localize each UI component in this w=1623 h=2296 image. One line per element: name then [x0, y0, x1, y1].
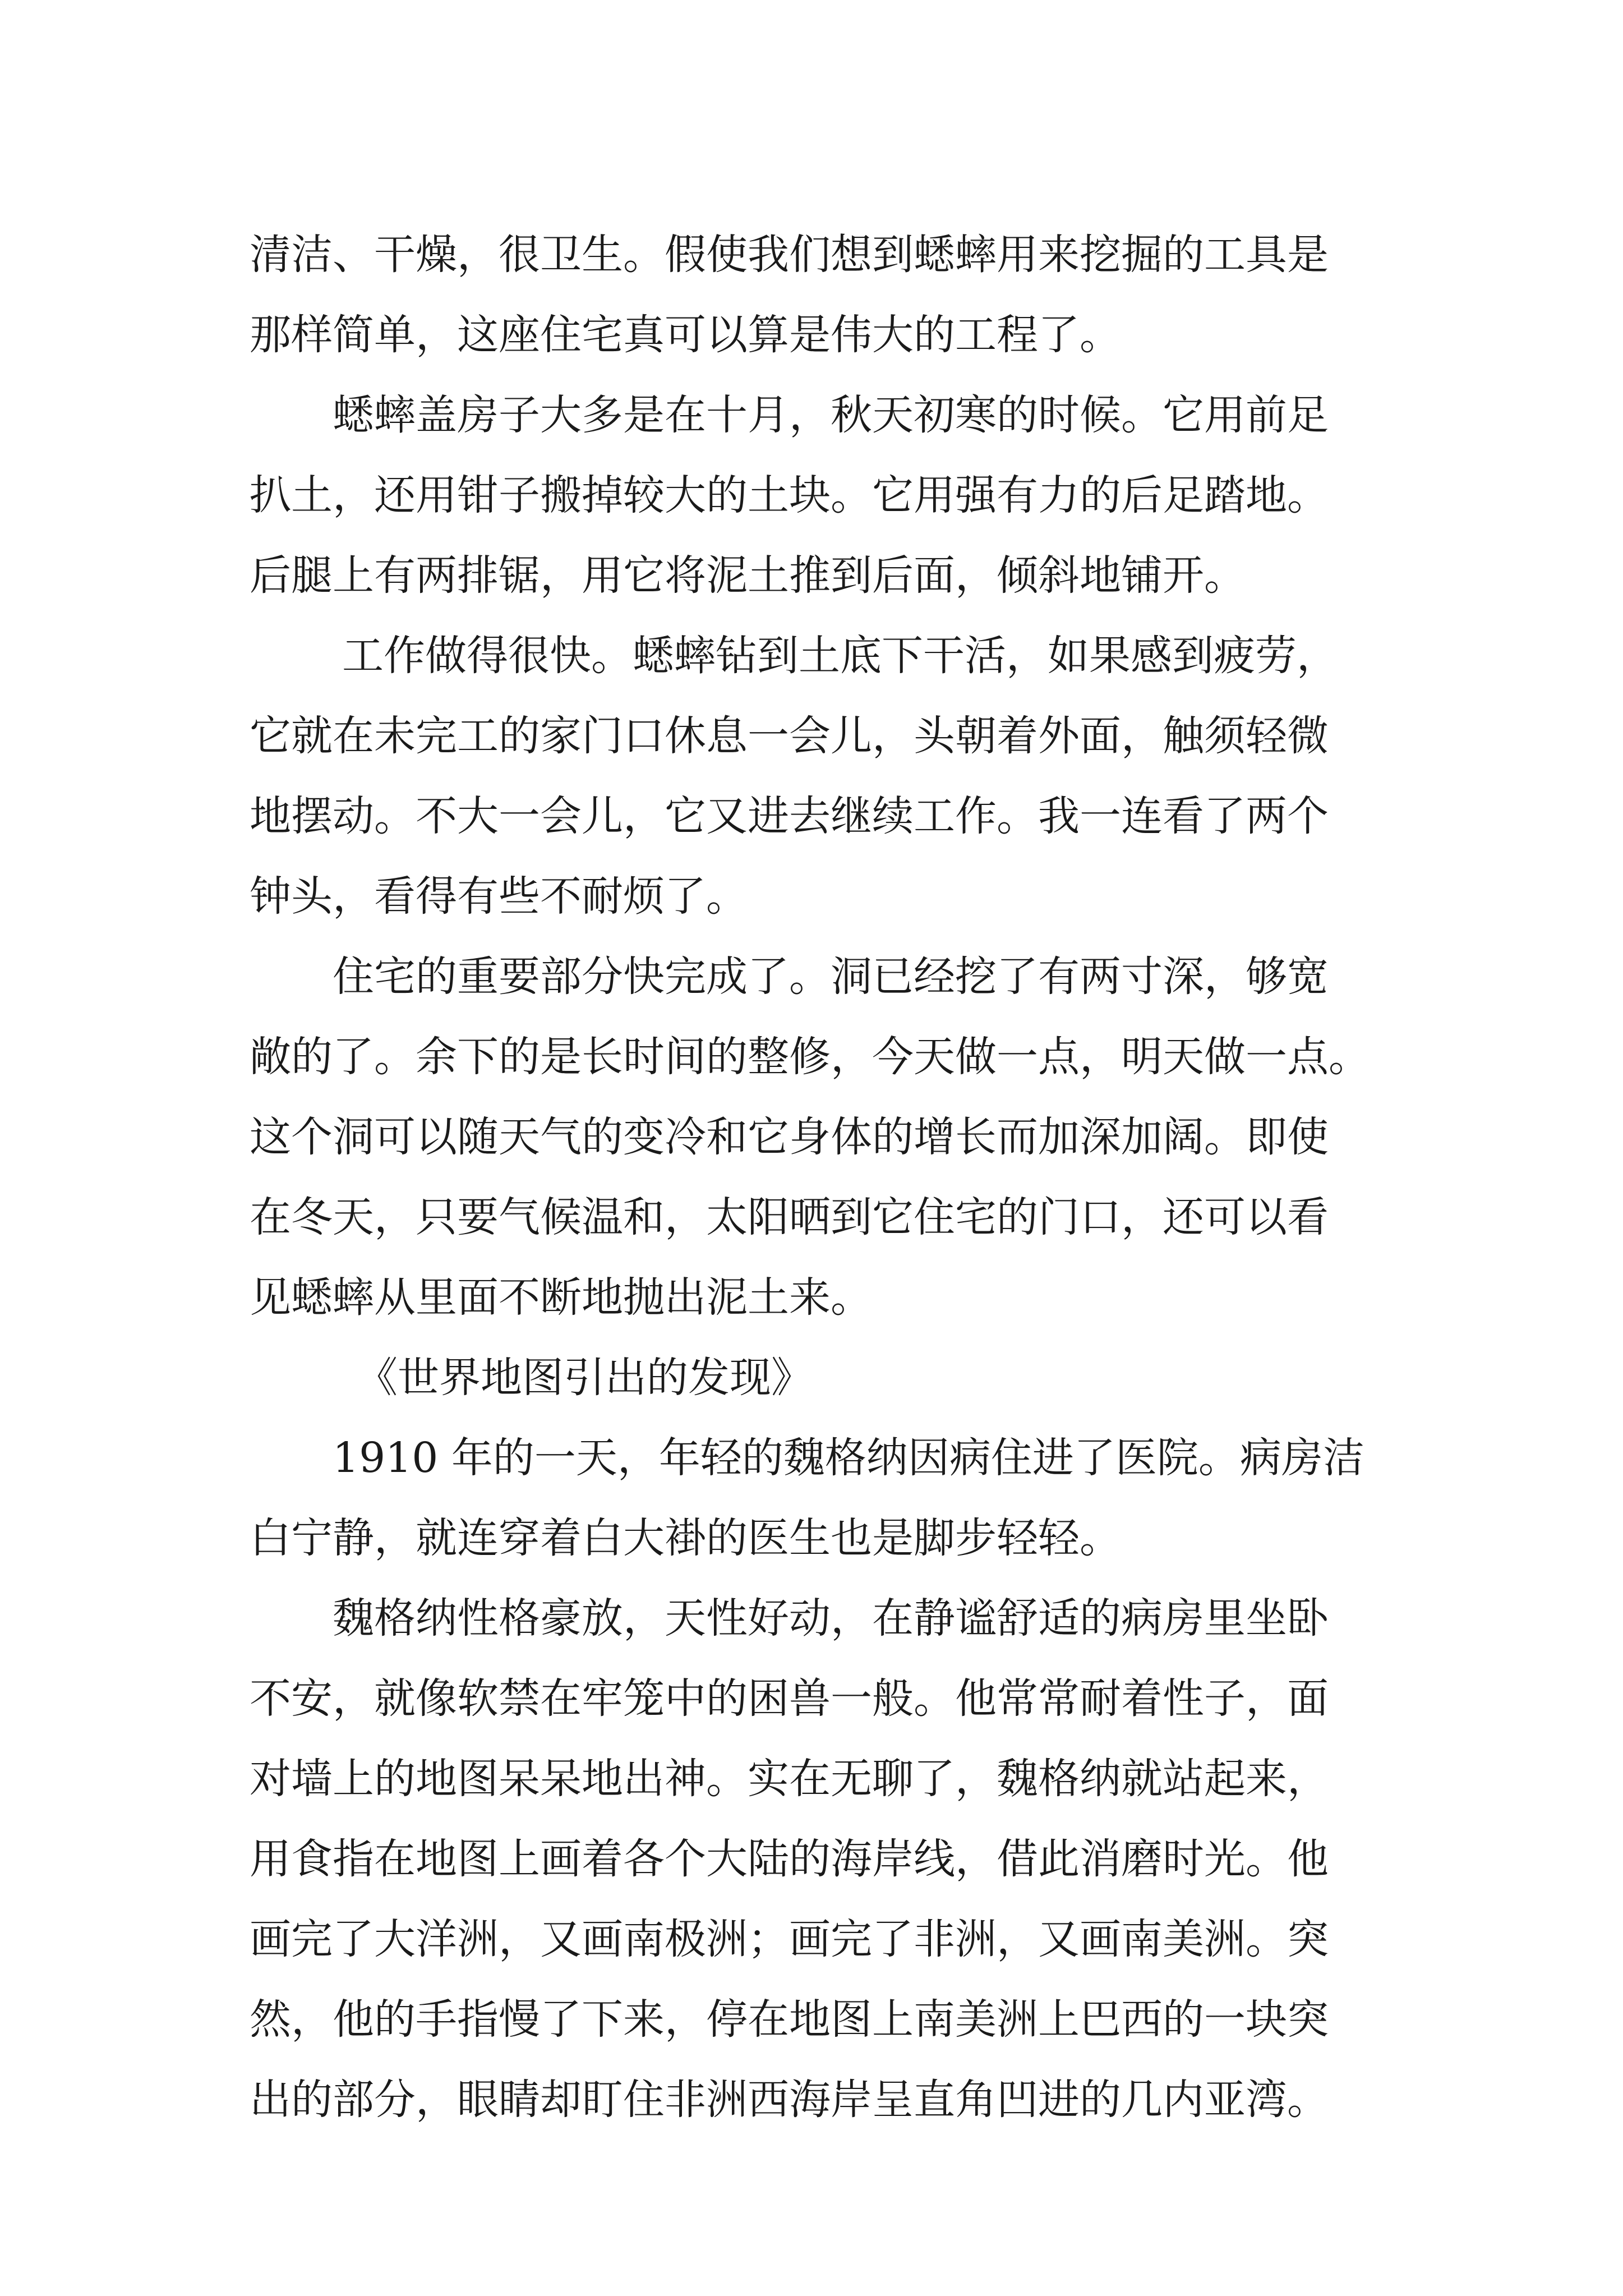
- text-line: 不安，就像软禁在牢笼中的困兽一般。他常常耐着性子，面: [250, 1674, 1329, 1723]
- text-line: 白宁静，就连穿着白大褂的医生也是脚步轻轻。: [250, 1514, 1121, 1562]
- text-line: 用食指在地图上画着各个大陆的海岸线，借此消磨时光。他: [250, 1835, 1329, 1883]
- text-line: 画完了大洋洲，又画南极洲；画完了非洲，又画南美洲。突: [250, 1915, 1329, 1963]
- text-line: 后腿上有两排锯，用它将泥土推到后面，倾斜地铺开。: [250, 551, 1246, 600]
- paragraph-start-line: 住宅的重要部分快完成了。洞已经挖了有两寸深，够宽: [333, 953, 1329, 1001]
- text-line: 见蟋蟀从里面不断地抛出泥土来。: [250, 1273, 872, 1322]
- paragraph-start-line: 魏格纳性格豪放，天性好动，在静谧舒适的病房里坐卧: [333, 1594, 1329, 1642]
- text-line: 它就在未完工的家门口休息一会儿，头朝着外面，触须轻微: [250, 712, 1329, 760]
- text-line: 在冬天，只要气候温和，太阳晒到它住宅的门口，还可以看: [250, 1193, 1329, 1241]
- text-line: 钟头，看得有些不耐烦了。: [250, 872, 748, 921]
- paragraph-start-line: 工作做得很快。蟋蟀钻到土底下干活，如果感到疲劳，: [342, 632, 1338, 680]
- text-line: 然，他的手指慢了下来，停在地图上南美洲上巴西的一块突: [250, 1995, 1329, 2044]
- text-line: 对墙上的地图呆呆地出神。实在无聊了，魏格纳就站起来，: [250, 1755, 1329, 1803]
- text-line: 出的部分，眼睛却盯住非洲西海岸呈直角凹进的几内亚湾。: [250, 2076, 1329, 2124]
- text-line: 扒土，还用钳子搬掉较大的土块。它用强有力的后足踏地。: [250, 471, 1329, 519]
- paragraph-start-line: 蟋蟀盖房子大多是在十月，秋天初寒的时候。它用前足: [333, 391, 1329, 439]
- text-line: 敞的了。余下的是长时间的整修，今天做一点，明天做一点。: [250, 1033, 1370, 1081]
- body-text: [250, 215, 1416, 2140]
- text-line: 清洁、干燥，很卫生。假使我们想到蟋蟀用来挖掘的工具是: [250, 231, 1329, 279]
- paragraph-start-line: 1910 年的一天，年轻的魏格纳因病住进了医院。病房洁: [333, 1434, 1364, 1482]
- text-line: 这个洞可以随天气的变冷和它身体的增长而加深加阔。即使: [250, 1113, 1329, 1161]
- text-line: 地摆动。不大一会儿，它又进去继续工作。我一连看了两个: [250, 792, 1329, 840]
- text-line: 那样简单，这座住宅真可以算是伟大的工程了。: [250, 311, 1121, 359]
- section-title: 《世界地图引出的发现》: [356, 1354, 813, 1402]
